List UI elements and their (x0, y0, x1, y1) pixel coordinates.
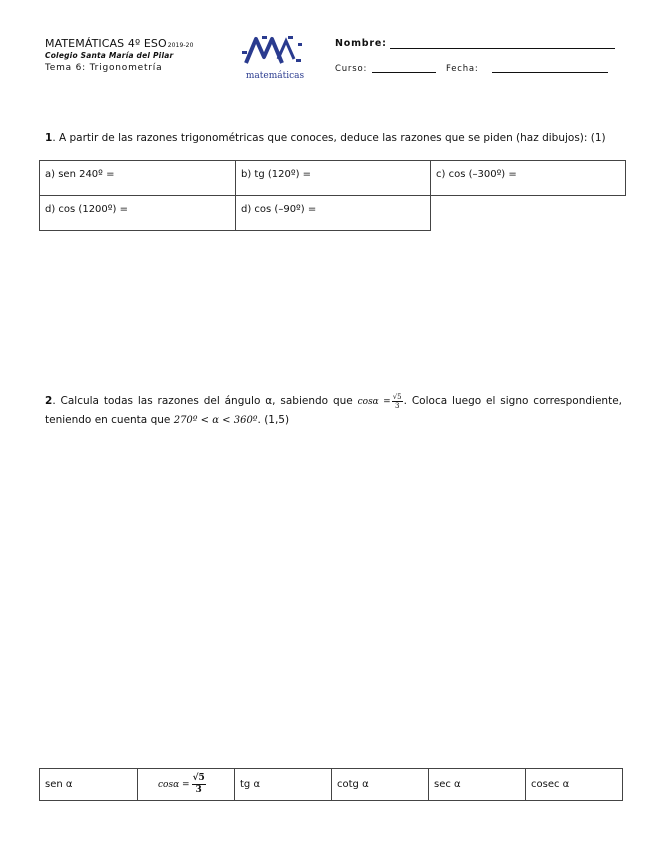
curso-label: Curso: (335, 64, 368, 74)
q1-cell-d2[interactable]: d) cos (–90º) = (235, 195, 431, 231)
question-1-number: 1 (45, 132, 53, 144)
fraction-numerator: √5 (392, 392, 402, 401)
angle-inequality: 270º < α < 360º (173, 415, 258, 426)
q1-cell-a[interactable]: a) sen 240º = (39, 160, 236, 196)
answer-cell-cosec[interactable]: cosec α (525, 768, 623, 801)
answer-fraction (192, 773, 206, 796)
nombre-field[interactable] (390, 48, 615, 49)
fecha-field[interactable] (492, 72, 608, 73)
fraction-denominator: 3 (394, 401, 400, 410)
school-name: Colegio Santa María del Pilar (45, 51, 174, 60)
answer-fraction-numerator: √5 (192, 773, 205, 783)
logo-text: matemáticas (245, 71, 305, 81)
question-2-text-b: . Coloca luego el signo correspondiente, teniendo en cuenta que (45, 395, 622, 426)
question-1-text: . A partir de las razones trigonométricas que conoces, deduce las razones que se piden (haz dibujos): (1) (52, 132, 606, 144)
answer-fraction-denominator: 3 (195, 785, 202, 795)
question-1 (45, 132, 635, 144)
question-2-text-a: . Calcula todas las razones del ángulo α, sabiendo que (52, 395, 358, 407)
q1-cell-d1[interactable]: d) cos (1200º) = (39, 195, 236, 231)
answer-cell-sec[interactable]: sec α (428, 768, 526, 801)
fecha-label: Fecha: (446, 64, 479, 74)
question-2 (45, 392, 622, 430)
cos-alpha-expression: cosα = (357, 397, 391, 407)
nombre-label: Nombre: (335, 38, 387, 49)
answer-cell-tg[interactable]: tg α (234, 768, 332, 801)
curso-field[interactable] (372, 72, 436, 73)
answer-cell-sen[interactable]: sen α (39, 768, 138, 801)
subject-title (45, 37, 194, 50)
question-2-number: 2 (45, 395, 53, 407)
topic-title: Tema 6: Trigonometría (45, 63, 163, 73)
q1-cell-b[interactable]: b) tg (120º) = (235, 160, 431, 196)
answer-cell-cotg[interactable]: cotg α (331, 768, 429, 801)
answer-cell-cos[interactable] (137, 768, 235, 801)
school-year: 2019-20 (167, 42, 194, 49)
answer-cos-expression: cosα = (158, 779, 190, 790)
subject: MATEMÁTICAS 4º ESO (45, 37, 167, 50)
question-2-text-c: . (1,5) (257, 414, 290, 426)
q1-cell-c[interactable]: c) cos (–300º) = (430, 160, 626, 196)
sqrt5-over-3-fraction (392, 393, 403, 410)
